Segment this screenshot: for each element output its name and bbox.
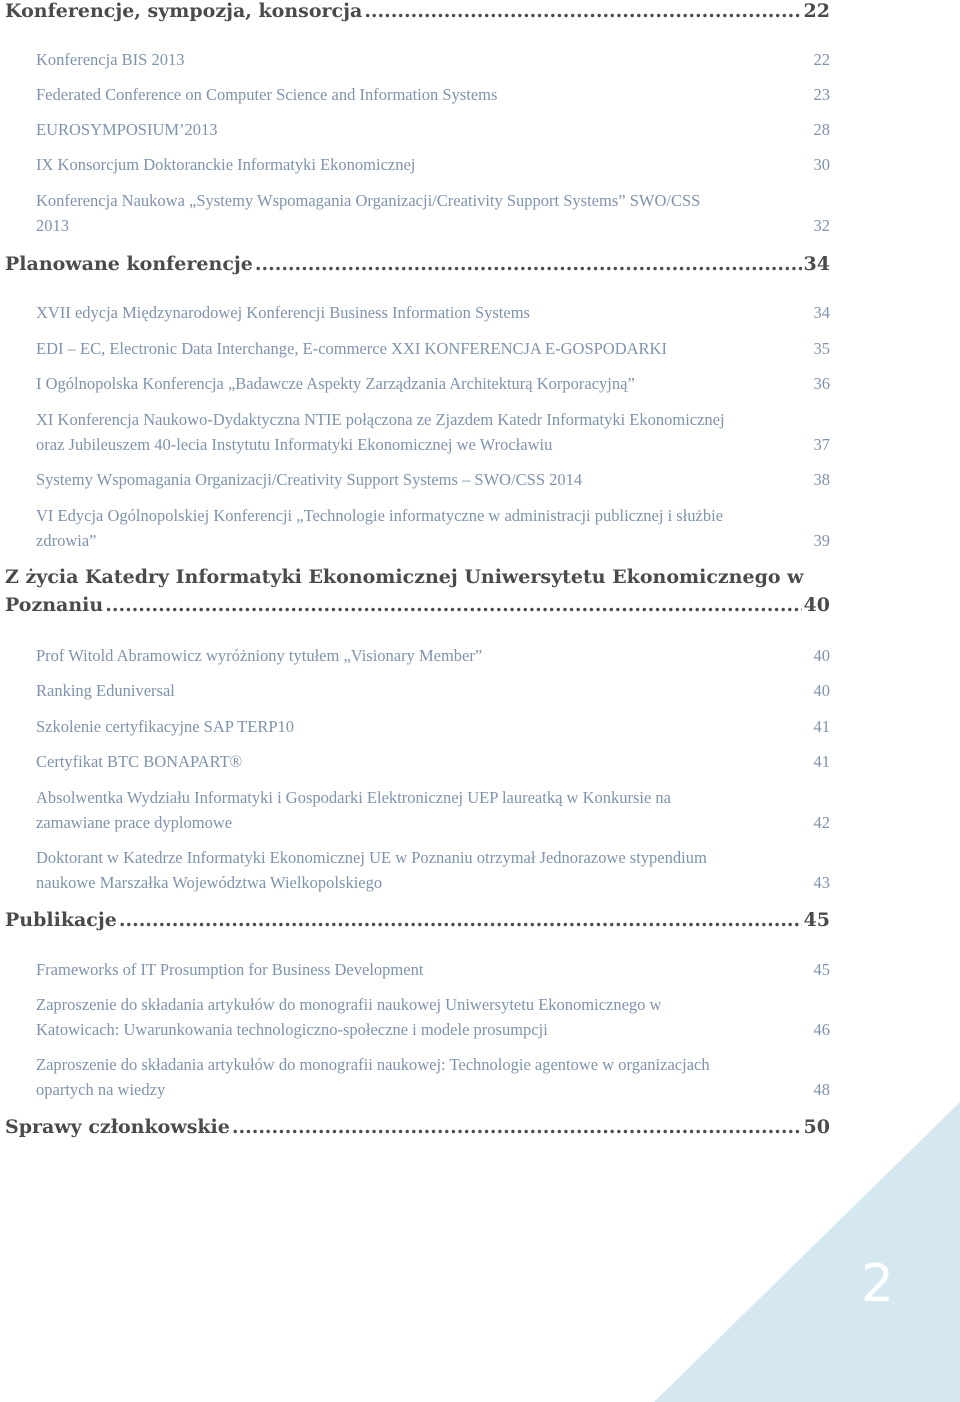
entry-title-line2: zamawiane prace dyplomowe (36, 813, 233, 832)
entry-page: 22 (813, 50, 830, 69)
section-page: 50 (803, 1116, 830, 1138)
entry-title: I Ogólnopolska Konferencja „Badawcze Aspekty Zarządzania Architekturą Korporacyjną” (36, 374, 635, 393)
entry-page: 38 (813, 470, 830, 489)
section-page: 22 (803, 0, 830, 22)
entry-title-line1: Absolwentka Wydziału Informatyki i Gospodarki Elektronicznej UEP laureatką w Konkursie na (36, 788, 672, 807)
entry-page: 30 (813, 155, 830, 174)
toc-entry[interactable] (36, 47, 830, 72)
section-page: 45 (803, 909, 830, 931)
entry-title: Systemy Wspomagania Organizacji/Creativity Support Systems – SWO/CSS 2014 (36, 470, 583, 489)
toc-entry[interactable] (36, 957, 830, 982)
toc-entry[interactable] (36, 467, 830, 492)
entry-title: Federated Conference on Computer Science and Information Systems (36, 85, 498, 104)
toc-entry[interactable] (36, 845, 830, 895)
toc-section-department-life[interactable] (5, 563, 830, 619)
entry-page: 41 (813, 717, 830, 736)
entry-page: 36 (813, 374, 830, 393)
entry-title-line1: Doktorant w Katedrze Informatyki Ekonomicznej UE w Poznaniu otrzymał Jednorazowe stypendium (36, 848, 707, 867)
toc-entry[interactable] (36, 336, 830, 361)
entry-title-line1: Zaproszenie do składania artykułów do monografii naukowej Uniwersytetu Ekonomicznego w (36, 995, 662, 1014)
section-title: Planowane konferencje (5, 253, 253, 275)
dot-leader (364, 0, 801, 25)
toc-entry[interactable] (36, 992, 830, 1042)
section-title: Publikacje (5, 909, 117, 931)
entry-page: 43 (813, 873, 830, 892)
section-title: Konferencje, sympozja, konsorcja (5, 0, 363, 22)
toc-entry[interactable] (36, 678, 830, 703)
dot-leader (105, 591, 801, 619)
toc-entry[interactable] (36, 82, 830, 107)
entry-title-line1: Konferencja Naukowa „Systemy Wspomagania Organizacji/Creativity Support Systems” SWO/CSS (36, 191, 701, 210)
toc-section-publications[interactable] (5, 906, 830, 934)
page-number: 2 (860, 1254, 894, 1314)
entry-page: 28 (813, 120, 830, 139)
toc-entry[interactable] (36, 785, 830, 835)
entry-title-line2: zdrowia” (36, 531, 97, 550)
entry-title-line1: Zaproszenie do składania artykułów do monografii naukowej: Technologie agentowe w organizacjach (36, 1055, 710, 1074)
toc-entry[interactable] (36, 503, 830, 553)
entry-title: Konferencja BIS 2013 (36, 50, 185, 69)
entry-title: Szkolenie certyfikacyjne SAP TERP10 (36, 717, 294, 736)
entry-title-line1: VI Edycja Ogólnopolskiej Konferencji „Technologie informatyczne w administracji publicznej i służbie (36, 506, 724, 525)
entry-title: IX Konsorcjum Doktoranckie Informatyki Ekonomicznej (36, 155, 416, 174)
entry-title: Frameworks of IT Prosumption for Business Development (36, 960, 424, 979)
toc-section-membership[interactable] (5, 1113, 830, 1141)
entry-title-line1: XI Konferencja Naukowo-Dydaktyczna NTIE połączona ze Zjazdem Katedr Informatyki Ekonomicznej (36, 410, 725, 429)
entry-title: Ranking Eduniversal (36, 681, 175, 700)
entry-page: 42 (813, 813, 830, 832)
entry-title: Prof Witold Abramowicz wyróżniony tytułem „Visionary Member” (36, 646, 483, 665)
toc-entry[interactable] (36, 407, 830, 457)
toc-entry[interactable] (36, 117, 830, 142)
entry-page: 46 (813, 1020, 830, 1039)
dot-leader (232, 1113, 802, 1141)
entry-title-line2: naukowe Marszałka Województwa Wielkopolskiego (36, 873, 383, 892)
entry-page: 39 (813, 531, 830, 550)
toc-section-planned-conferences[interactable] (5, 250, 830, 278)
entry-page: 45 (813, 960, 830, 979)
corner-decoration (654, 1102, 960, 1402)
entry-page: 23 (813, 85, 830, 104)
entry-title: EDI – EC, Electronic Data Interchange, E-commerce XXI KONFERENCJA E-GOSPODARKI (36, 339, 667, 358)
entry-page: 32 (813, 216, 830, 235)
toc-entry[interactable] (36, 188, 830, 238)
entry-title: XVII edycja Międzynarodowej Konferencji Business Information Systems (36, 303, 530, 322)
toc-entry[interactable] (36, 714, 830, 739)
entry-title: Certyfikat BTC BONAPART® (36, 752, 243, 771)
section-title-line1: Z życia Katedry Informatyki Ekonomicznej Uniwersytetu Ekonomicznego w (5, 566, 804, 588)
entry-title-line2: 2013 (36, 216, 69, 235)
toc-entry[interactable] (36, 371, 830, 396)
entry-page: 34 (813, 303, 830, 322)
toc-section-conferences[interactable] (5, 0, 830, 25)
dot-leader (255, 250, 802, 278)
entry-title-line2: Katowicach: Uwarunkowania technologiczno-społeczne i modele prosumpcji (36, 1020, 548, 1039)
section-title: Poznaniu (5, 594, 104, 616)
corner-triangle (654, 1102, 960, 1402)
section-page: 34 (803, 253, 830, 275)
section-title: Sprawy członkowskie (5, 1116, 230, 1138)
toc-entry[interactable] (36, 152, 830, 177)
toc-entry[interactable] (36, 1052, 830, 1102)
entry-page: 35 (813, 339, 830, 358)
toc-entry[interactable] (36, 300, 830, 325)
section-page: 40 (803, 594, 830, 616)
toc-entry[interactable] (36, 643, 830, 668)
entry-page: 48 (813, 1080, 830, 1099)
toc-entry[interactable] (36, 749, 830, 774)
entry-title-line2: opartych na wiedzy (36, 1080, 166, 1099)
entry-page: 41 (813, 752, 830, 771)
entry-title-line2: oraz Jubileuszem 40-lecia Instytutu Informatyki Ekonomicznej we Wrocławiu (36, 435, 553, 454)
entry-title: EUROSYMPOSIUM’2013 (36, 120, 218, 139)
entry-page: 40 (813, 646, 830, 665)
dot-leader (119, 906, 802, 934)
entry-page: 40 (813, 681, 830, 700)
entry-page: 37 (813, 435, 830, 454)
